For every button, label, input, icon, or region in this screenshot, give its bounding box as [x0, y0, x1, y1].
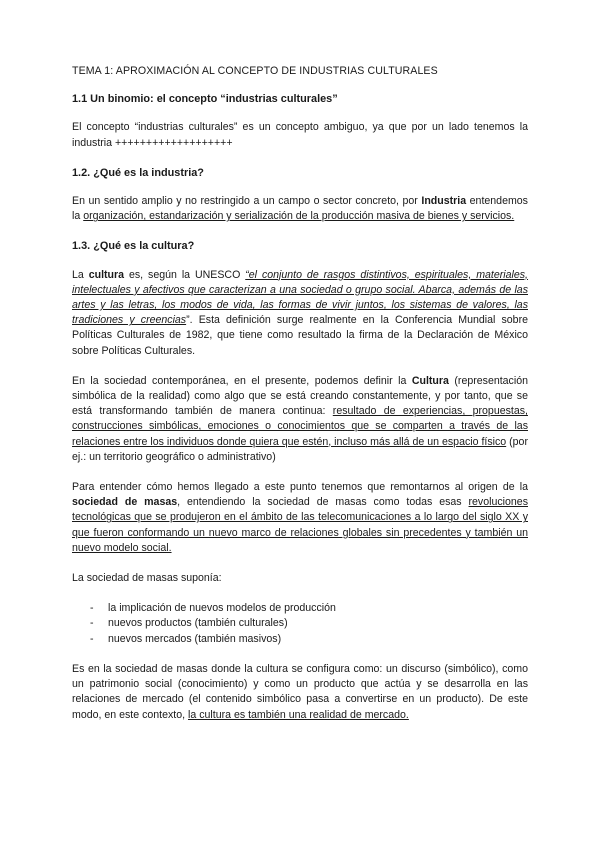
underlined-definition: resultado de experiencias, propuestas, construcciones simbólicas, emociones o conocimientos que se comparten a través de las relaciones entre los individuos donde quiera que estén, incluso más allá de un espacio físico [72, 405, 528, 448]
text-span: (por ej.: un territorio geográfico o administrativo) [72, 435, 528, 463]
text-span: En la sociedad contemporánea, en el presente, podemos definir la [72, 374, 412, 387]
text-span: La [72, 268, 89, 281]
bold-term-industria: Industria [421, 195, 467, 208]
text-span: entendemos la [72, 195, 528, 223]
section-2-paragraph [72, 194, 528, 224]
section-1-paragraph: El concepto “industrias culturales” es un concepto ambiguo, ya que por un lado tenemos la industria +++++++++++++++++++ [72, 121, 528, 149]
section-3-paragraph-3 [72, 480, 528, 556]
dash-bullet: - [90, 617, 94, 630]
text-span: , entendiendo la sociedad de masas como todas esas [177, 496, 469, 509]
section-3-paragraph-4: La sociedad de masas suponía: [72, 572, 222, 585]
text-span: Para entender cómo hemos llegado a este punto tenemos que remontarnos al origen de la [72, 481, 528, 494]
list-item [72, 616, 528, 631]
text-span: (representación simbólica de la realidad) como algo que se está creando constantemente, y por tanto, que se está transformando también de manera continua: [72, 374, 528, 418]
text-span: ”. Esta definición surge realmente en la Conferencia Mundial sobre Políticas Culturales de 1982, que tiene como resultado la firma de la Declaración de México sobre Políticas Culturales. [72, 314, 528, 357]
text-span: Es en la sociedad de masas donde la cultura se configura como: un discurso (simbólico), como un patrimonio social (conocimiento) y como un producto que actúa y se desarrolla en las relaciones de mercado (el contenido simbólico pasa a convertirse en un producto). De este modo, en este contexto, [72, 662, 528, 721]
bullet-list [72, 601, 528, 647]
bold-term-cultura-2: Cultura [411, 374, 449, 387]
list-item [72, 601, 528, 616]
bold-term-cultura: cultura [88, 268, 125, 281]
document-title: TEMA 1: APROXIMACIÓN AL CONCEPTO DE INDUSTRIAS CULTURALES [72, 65, 438, 77]
dash-bullet: - [90, 602, 94, 615]
text-span: es, según la UNESCO [124, 268, 246, 281]
list-item-text: nuevos mercados (también masivos) [108, 632, 282, 645]
text-span: En un sentido amplio y no restringido a un campo o sector concreto, por [72, 195, 422, 208]
dash-bullet: - [90, 632, 94, 645]
section-1-heading: 1.1 Un binomio: el concepto “industrias culturales” [72, 93, 338, 106]
list-item-text: nuevos productos (también culturales) [108, 617, 288, 630]
unesco-quote: “el conjunto de rasgos distintivos, espirituales, materiales, intelectuales y afectivos que caracterizan a una sociedad o grupo social. Abarca, además de las artes y las letras, los modos de vida, las formas de vivir juntos, los sistemas de valores, las tradiciones y creencias [72, 268, 529, 327]
section-3-paragraph-1 [72, 268, 528, 359]
document-page [72, 64, 528, 738]
list-item [72, 632, 528, 647]
section-3-paragraph-5 [72, 662, 528, 723]
list-item-text: la implicación de nuevos modelos de producción [108, 602, 336, 615]
underlined-definition: revoluciones tecnológicas que se produjeron en el ámbito de las telecomunicaciones a lo largo del siglo XX y que fueron conformando un nuevo marco de relaciones globales sin precedentes y también un nuevo modelo social. [72, 496, 528, 554]
underlined-definition: organización, estandarización y serialización de la producción masiva de bienes y servicios. [83, 210, 515, 223]
section-3-heading: 1.3. ¿Qué es la cultura? [72, 240, 195, 253]
bold-term-sociedad-de-masas: sociedad de masas [72, 496, 178, 509]
section-3-paragraph-2 [72, 374, 528, 465]
underlined-conclusion: la cultura es también una realidad de mercado. [188, 708, 409, 721]
section-2-heading: 1.2. ¿Qué es la industria? [72, 166, 204, 179]
